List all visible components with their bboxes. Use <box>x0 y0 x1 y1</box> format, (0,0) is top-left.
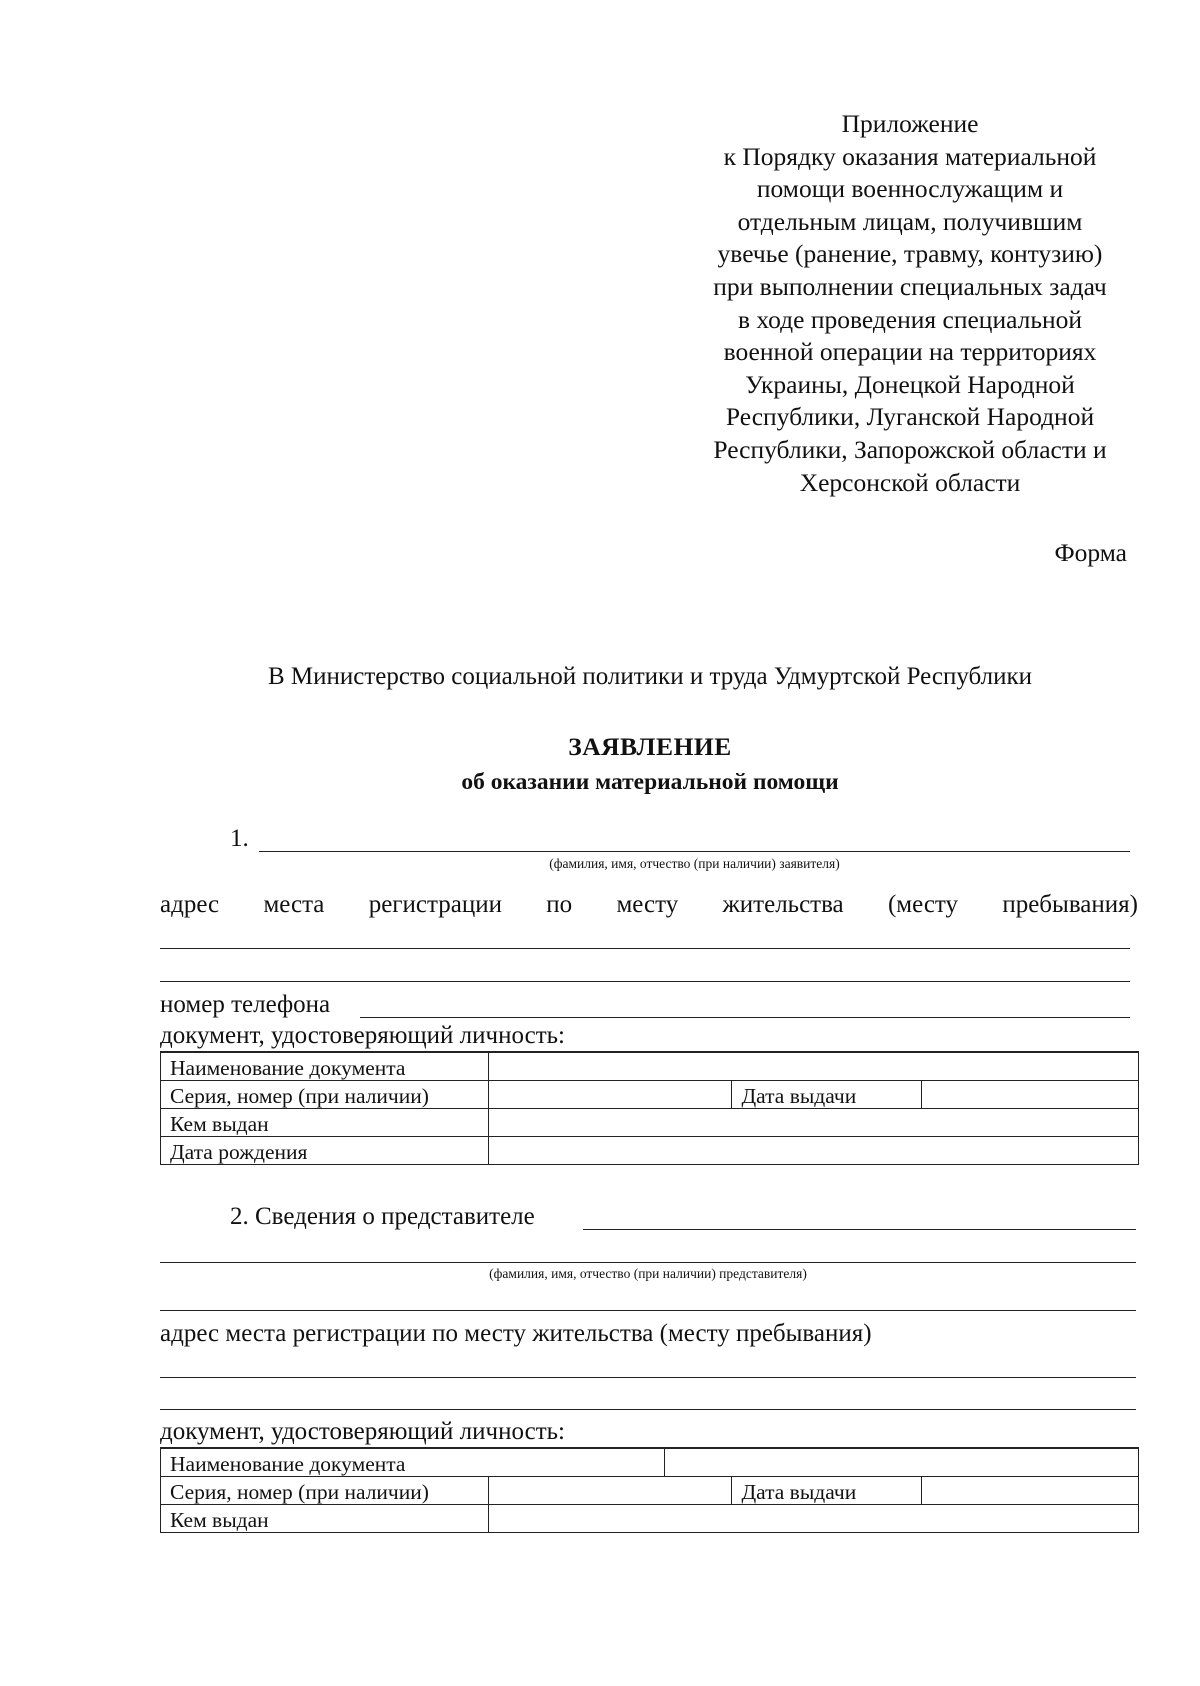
doc-name-input[interactable] <box>488 1052 1138 1081</box>
issue-date-label: Дата выдачи <box>732 1081 922 1109</box>
representative-address-label: адрес места регистрации по месту жительства (месту пребывания) <box>160 1320 872 1347</box>
series-number-input[interactable] <box>488 1081 732 1109</box>
birth-date-label: Дата рождения <box>161 1137 489 1165</box>
rep-issued-by-label: Кем выдан <box>161 1505 489 1533</box>
doc-name-label: Наименование документа <box>161 1052 489 1081</box>
representative-address-line-1[interactable] <box>160 1377 1136 1378</box>
rep-doc-name-label: Наименование документа <box>161 1448 665 1477</box>
appendix-line: при выполнении специальных задач <box>713 271 1107 301</box>
appendix-line: Украины, Донецкой Народной <box>745 369 1075 399</box>
table-row <box>161 1477 1139 1505</box>
birth-date-input[interactable] <box>488 1137 1138 1165</box>
series-number-label: Серия, номер (при наличии) <box>161 1081 489 1109</box>
rep-series-number-input[interactable] <box>488 1477 732 1505</box>
rep-issue-date-input[interactable] <box>922 1477 1139 1505</box>
issue-date-input[interactable] <box>922 1081 1139 1109</box>
rep-series-number-label: Серия, номер (при наличии) <box>161 1477 489 1505</box>
rep-issued-by-input[interactable] <box>488 1505 1138 1533</box>
representative-name-field[interactable] <box>583 1229 1136 1230</box>
appendix-line: увечье (ранение, травму, контузию) <box>717 239 1103 269</box>
address-field-line-1[interactable] <box>160 948 1130 949</box>
address-word: пребывания) <box>1002 891 1138 918</box>
phone-label: номер телефона <box>160 991 331 1018</box>
section1-number: 1. <box>230 825 249 852</box>
representative-label: 2. Сведения о представителе <box>230 1203 535 1230</box>
document-title: ЗАЯВЛЕНИЕ <box>568 732 732 761</box>
address-label <box>160 891 1138 919</box>
recipient-line: В Министерство социальной политики и труда Удмуртской Республики <box>267 663 1033 690</box>
representative-id-label: документ, удостоверяющий личность: <box>160 1418 565 1445</box>
table-row <box>161 1137 1139 1165</box>
representative-address-line-2[interactable] <box>160 1409 1136 1410</box>
table-row <box>161 1109 1139 1137</box>
issued-by-input[interactable] <box>488 1109 1138 1137</box>
address-word: адрес <box>160 891 220 918</box>
appendix-line: Приложение <box>841 109 979 138</box>
appendix-line: Республики, Запорожской области и <box>713 434 1107 464</box>
appendix-line: военной операции на территориях <box>723 337 1097 367</box>
applicant-id-table <box>160 1051 1139 1165</box>
id-document-label: документ, удостоверяющий личность: <box>160 1022 565 1049</box>
applicant-name-hint: (фамилия, имя, отчество (при наличии) заявителя) <box>549 856 840 871</box>
address-word: жительства <box>722 891 844 918</box>
appendix-line: Республики, Луганской Народной <box>725 402 1095 432</box>
table-row <box>161 1052 1139 1081</box>
address-word: места <box>263 891 325 918</box>
document-subtitle: об оказании материальной помощи <box>461 769 839 795</box>
appendix-line: отдельным лицам, получившим <box>737 206 1083 236</box>
address-word: месту <box>616 891 679 918</box>
issued-by-label: Кем выдан <box>161 1109 489 1137</box>
appendix-block <box>660 108 1160 499</box>
form-label: Форма <box>1054 538 1127 567</box>
address-word: по <box>546 891 573 918</box>
table-row <box>161 1505 1139 1533</box>
address-word: регистрации <box>368 891 502 918</box>
applicant-name-field[interactable] <box>259 851 1130 852</box>
appendix-line: помощи военнослужащим и <box>756 174 1064 204</box>
rep-issue-date-label: Дата выдачи <box>732 1477 922 1505</box>
phone-field[interactable] <box>360 1017 1130 1018</box>
appendix-line: Херсонской области <box>799 467 1021 497</box>
representative-extra-line[interactable] <box>160 1310 1136 1311</box>
appendix-line: к Порядку оказания материальной <box>723 141 1097 171</box>
address-field-line-2[interactable] <box>160 981 1130 982</box>
table-row <box>161 1081 1139 1109</box>
address-word: (месту <box>887 891 959 918</box>
representative-name-hint: (фамилия, имя, отчество (при наличии) представителя) <box>489 1266 807 1281</box>
rep-doc-name-input[interactable] <box>664 1448 1138 1477</box>
appendix-line: в ходе проведения специальной <box>737 304 1083 334</box>
representative-name-field-line-2[interactable] <box>160 1262 1136 1263</box>
table-row <box>161 1448 1139 1477</box>
representative-id-table <box>160 1447 1139 1533</box>
